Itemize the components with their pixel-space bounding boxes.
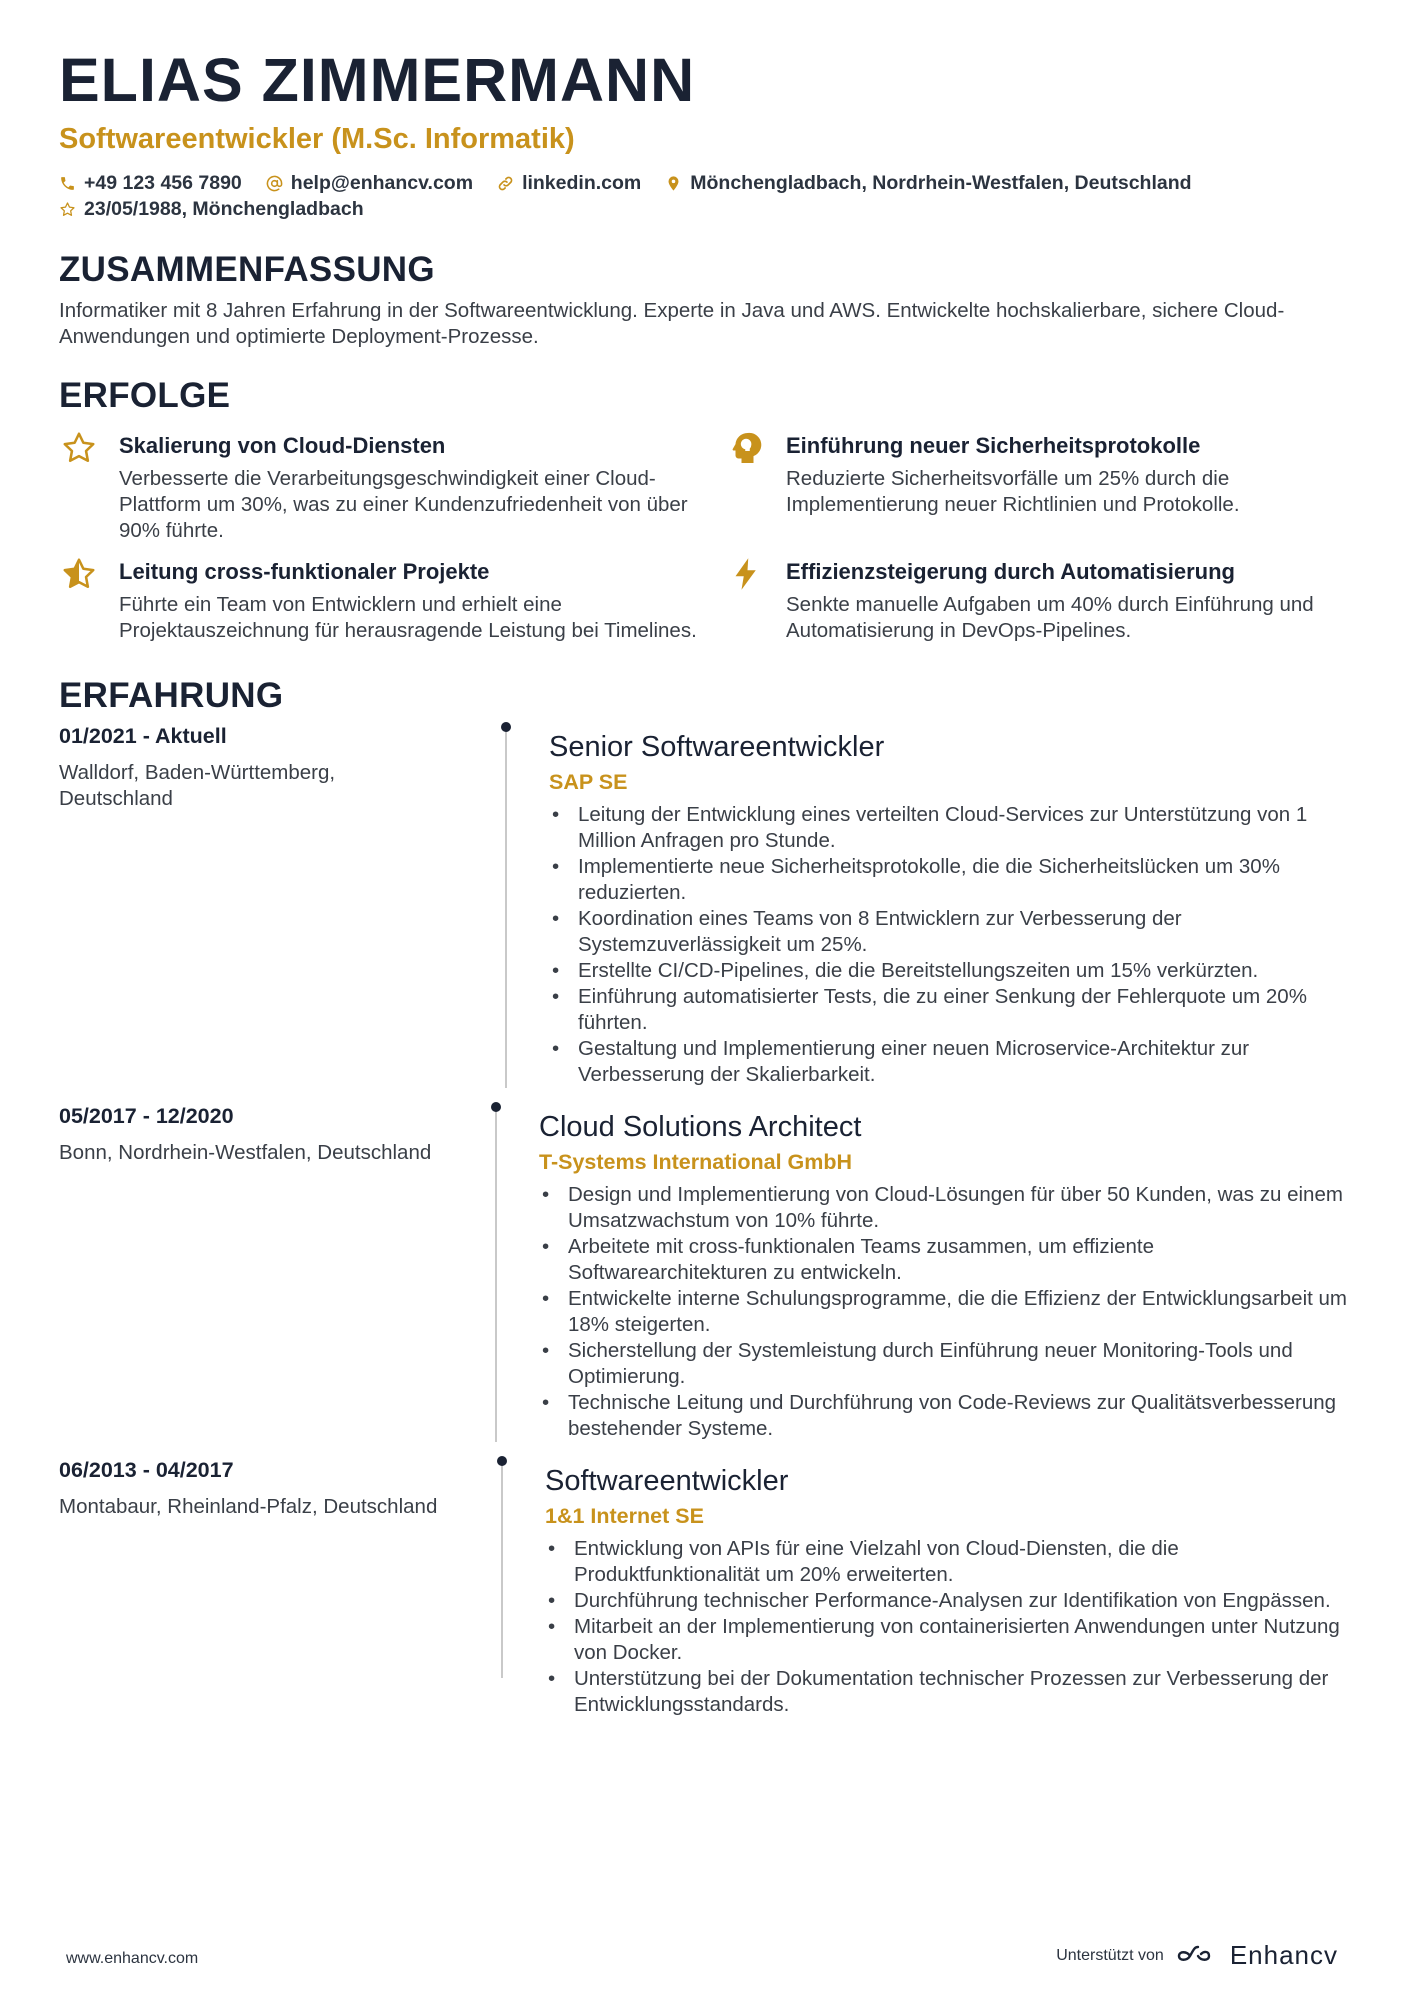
contact-linkedin[interactable] bbox=[497, 170, 641, 196]
head-bulb-icon bbox=[726, 428, 766, 470]
experience-bullet: • Erstellte CI/CD-Pipelines, die die Bereitstellungszeiten um 15% verkürzten. bbox=[549, 958, 1351, 984]
timeline-dot bbox=[501, 722, 511, 732]
achievements-heading: ERFOLGE bbox=[59, 376, 231, 415]
enhancv-logo-icon bbox=[1176, 1944, 1222, 1968]
experience-item bbox=[59, 1456, 1351, 1718]
experience-bullet: • Unterstützung bei der Dokumentation technischer Prozessen zur Verbesserung der Entwicklungsstandards. bbox=[545, 1666, 1351, 1718]
experience-bullet: • Sicherstellung der Systemleistung durch Einführung neuer Monitoring-Tools und Optimierung. bbox=[539, 1338, 1351, 1390]
birth-text: 23/05/1988, Mönchengladbach bbox=[84, 198, 364, 220]
achievement-item bbox=[59, 428, 726, 544]
contact-row bbox=[59, 170, 1351, 196]
experience-location: Montabaur, Rheinland-Pfalz, Deutschland bbox=[59, 1495, 438, 1518]
timeline-line bbox=[505, 728, 507, 1088]
summary-section bbox=[59, 248, 1351, 350]
experience-item bbox=[59, 722, 1351, 1088]
achievement-title: Skalierung von Cloud-Diensten bbox=[119, 433, 446, 458]
contact-row-2 bbox=[59, 196, 1351, 222]
experience-date: 01/2021 - Aktuell bbox=[59, 724, 227, 748]
experience-date: 06/2013 - 04/2017 bbox=[59, 1458, 234, 1482]
experience-date: 05/2017 - 12/2020 bbox=[59, 1104, 234, 1128]
lightning-icon bbox=[726, 554, 766, 596]
location-pin-icon bbox=[665, 175, 682, 192]
experience-bullet: • Koordination eines Teams von 8 Entwicklern zur Verbesserung der Systemzuverlässigkeit um 25%. bbox=[549, 906, 1351, 958]
achievement-item bbox=[59, 554, 726, 644]
contact-birth bbox=[59, 196, 364, 222]
achievement-title: Leitung cross-funktionaler Projekte bbox=[119, 559, 490, 584]
powered-by-label: Unterstützt von bbox=[1056, 1946, 1164, 1964]
summary-text: Informatiker mit 8 Jahren Erfahrung in der Softwareentwicklung. Experte in Java und AWS. Entwickelte hochskalierbare, sichere Cloud-Anwendungen und optimierte Deployment-Prozesse. bbox=[59, 299, 1285, 348]
achievement-item bbox=[726, 428, 1326, 544]
candidate-name: ELIAS ZIMMERMANN bbox=[59, 46, 696, 114]
experience-company: 1&1 Internet SE bbox=[545, 1504, 704, 1528]
footer-powered-by bbox=[1056, 1940, 1338, 1971]
experience-title: Cloud Solutions Architect bbox=[539, 1111, 862, 1143]
footer bbox=[0, 1940, 1410, 1980]
star-icon bbox=[59, 201, 76, 218]
experience-location: Walldorf, Baden-Württemberg, Deutschland bbox=[59, 761, 336, 810]
experience-bullets bbox=[539, 1182, 1351, 1442]
achievement-desc: Verbesserte die Verarbeitungsgeschwindigkeit einer Cloud-Plattform um 30%, was zu einer Kundenzufriedenheit von über 90% führte. bbox=[119, 467, 688, 542]
phone-text: +49 123 456 7890 bbox=[84, 172, 242, 194]
resume-page bbox=[59, 44, 1351, 1718]
experience-bullets bbox=[549, 802, 1351, 1088]
experience-bullet: • Entwickelte interne Schulungsprogramme, die die Effizienz der Entwicklungsarbeit um 18% steigerten. bbox=[539, 1286, 1351, 1338]
timeline-line bbox=[495, 1108, 497, 1442]
experience-bullet: • Durchführung technischer Performance-Analysen zur Identifikation von Engpässen. bbox=[545, 1588, 1351, 1614]
experience-bullet: • Arbeitete mit cross-funktionalen Teams zusammen, um effiziente Softwarearchitekturen zu entwickeln. bbox=[539, 1234, 1351, 1286]
achievement-desc: Senkte manuelle Aufgaben um 40% durch Einführung und Automatisierung in DevOps-Pipelines. bbox=[786, 593, 1314, 642]
experience-bullet: • Gestaltung und Implementierung einer neuen Microservice-Architektur zur Verbesserung der Skalierbarkeit. bbox=[549, 1036, 1351, 1088]
email-text: help@enhancv.com bbox=[290, 172, 474, 194]
achievements-section bbox=[59, 374, 1351, 644]
timeline-dot bbox=[497, 1456, 507, 1466]
phone-icon bbox=[59, 175, 76, 192]
experience-bullet: • Design und Implementierung von Cloud-Lösungen für über 50 Kunden, was zu einem Umsatzwachstum von 10% führte. bbox=[539, 1182, 1351, 1234]
link-icon bbox=[497, 175, 514, 192]
experience-bullet: • Mitarbeit an der Implementierung von containerisierten Anwendungen unter Nutzung von Docker. bbox=[545, 1614, 1351, 1666]
experience-title: Senior Softwareentwickler bbox=[549, 731, 885, 763]
at-icon bbox=[266, 175, 283, 192]
experience-company: SAP SE bbox=[549, 770, 628, 794]
enhancv-logo[interactable] bbox=[1176, 1940, 1338, 1971]
timeline-line bbox=[501, 1462, 503, 1678]
location-text: Mönchengladbach, Nordrhein-Westfalen, Deutschland bbox=[690, 172, 1192, 194]
experience-bullet: • Einführung automatisierter Tests, die zu einer Senkung der Fehlerquote um 20% führten. bbox=[549, 984, 1351, 1036]
star-outline-icon bbox=[59, 428, 99, 470]
experience-title: Softwareentwickler bbox=[545, 1465, 789, 1497]
half-star-icon bbox=[59, 554, 99, 596]
contact-email[interactable] bbox=[266, 170, 473, 196]
experience-bullet: • Entwicklung von APIs für eine Vielzahl von Cloud-Diensten, die die Produktfunktionalität um 20% erweiterten. bbox=[545, 1536, 1351, 1588]
experience-section bbox=[59, 674, 1351, 1718]
achievement-desc: Reduzierte Sicherheitsvorfälle um 25% durch die Implementierung neuer Richtlinien und Protokolle. bbox=[786, 467, 1240, 516]
enhancv-brand: Enhancv bbox=[1229, 1940, 1338, 1970]
experience-bullet: • Implementierte neue Sicherheitsprotokolle, die die Sicherheitslücken um 30% reduzierten. bbox=[549, 854, 1351, 906]
linkedin-text: linkedin.com bbox=[522, 172, 642, 194]
timeline-dot bbox=[491, 1102, 501, 1112]
experience-bullet: • Technische Leitung und Durchführung von Code-Reviews zur Qualitätsverbesserung bestehender Systeme. bbox=[539, 1390, 1351, 1442]
summary-heading: ZUSAMMENFASSUNG bbox=[59, 250, 435, 289]
experience-company: T-Systems International GmbH bbox=[539, 1150, 853, 1174]
experience-item bbox=[59, 1102, 1351, 1442]
experience-bullet: • Leitung der Entwicklung eines verteilten Cloud-Services zur Unterstützung von 1 Million Anfragen pro Stunde. bbox=[549, 802, 1351, 854]
achievements-grid bbox=[59, 428, 1351, 644]
footer-url[interactable]: www.enhancv.com bbox=[66, 1950, 199, 1967]
achievement-item bbox=[726, 554, 1326, 644]
candidate-subtitle: Softwareentwickler (M.Sc. Informatik) bbox=[59, 123, 575, 155]
experience-heading: ERFAHRUNG bbox=[59, 676, 284, 715]
contact-phone[interactable] bbox=[59, 170, 242, 196]
contact-location bbox=[665, 170, 1191, 196]
achievement-desc: Führte ein Team von Entwicklern und erhielt eine Projektauszeichnung für herausragende Leistung bei Timelines. bbox=[119, 593, 697, 642]
experience-bullets bbox=[545, 1536, 1351, 1718]
experience-location: Bonn, Nordrhein-Westfalen, Deutschland bbox=[59, 1141, 432, 1164]
achievement-title: Effizienzsteigerung durch Automatisierung bbox=[786, 559, 1235, 584]
achievement-title: Einführung neuer Sicherheitsprotokolle bbox=[786, 433, 1201, 458]
